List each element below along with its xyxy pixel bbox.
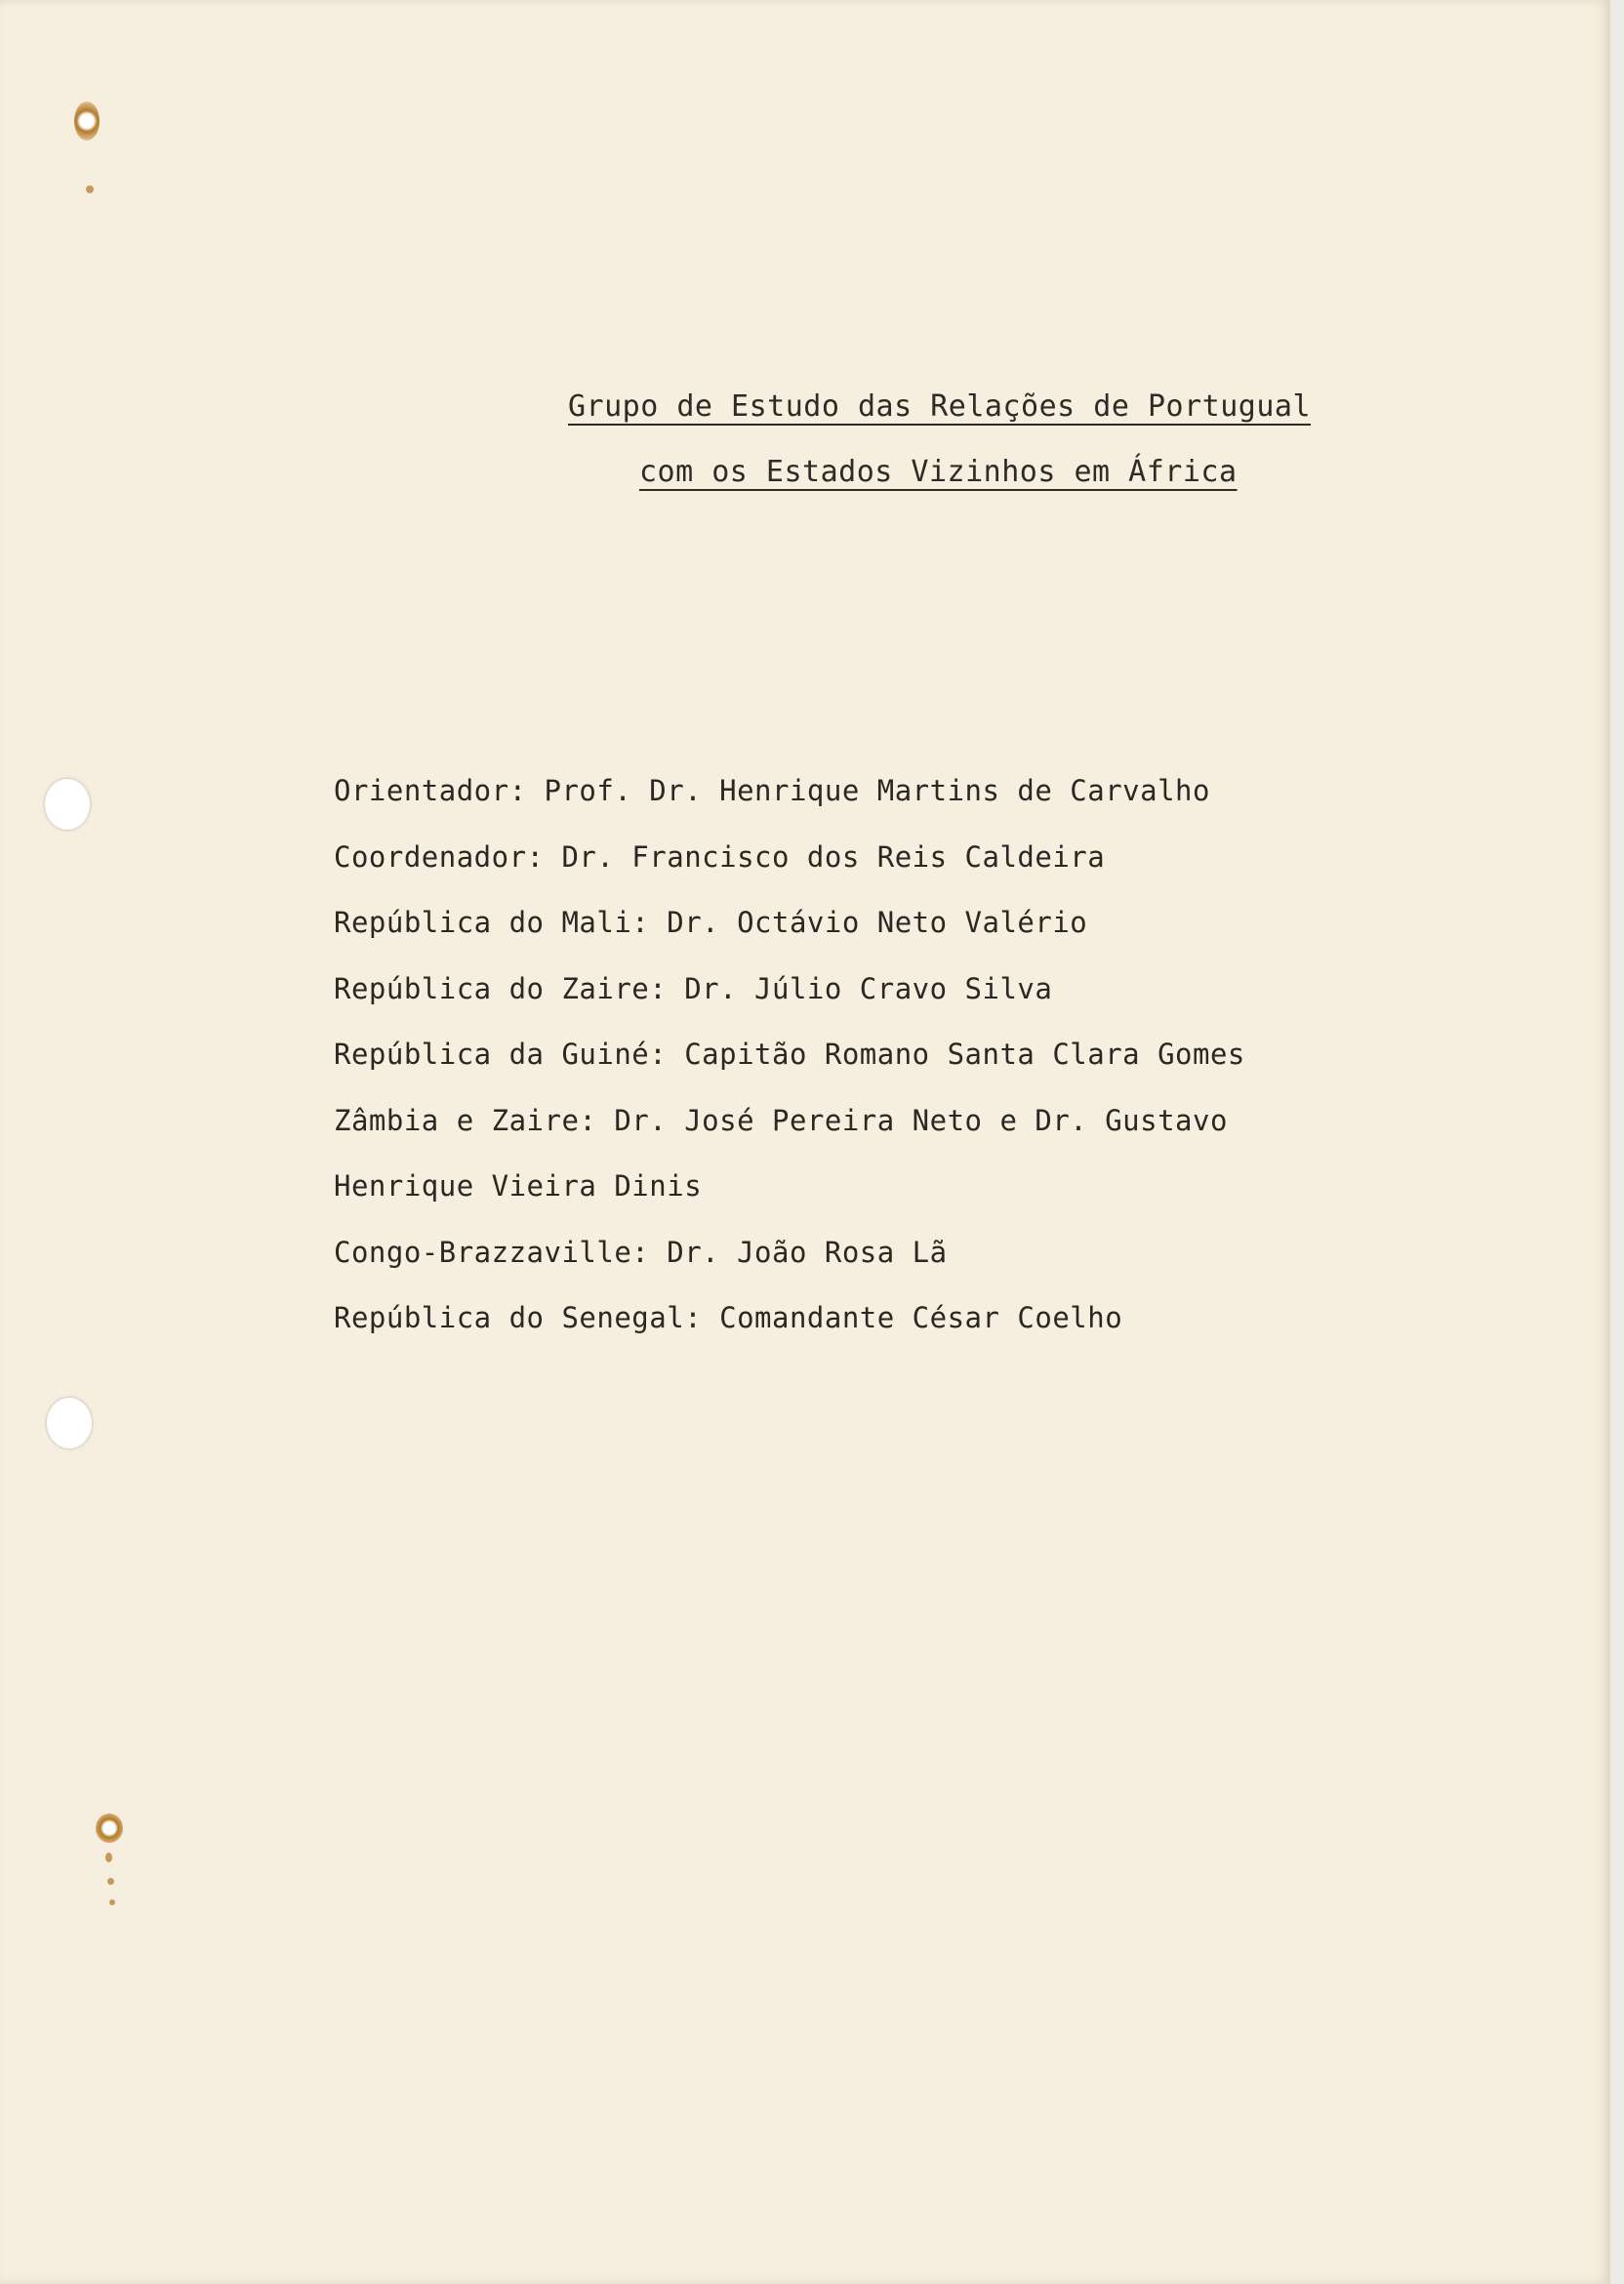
entry-zaire: República do Zaire: Dr. Júlio Cravo Silva xyxy=(334,971,1053,1005)
rust-dot xyxy=(109,1899,115,1905)
entry-mali: República do Mali: Dr. Octávio Neto Valério xyxy=(334,906,1088,939)
rust-dot xyxy=(107,1878,114,1885)
document-title-line-2: com os Estados Vizinhos em África xyxy=(639,455,1238,489)
staple-rust-mark xyxy=(96,1814,123,1843)
page-edge xyxy=(1610,0,1624,2284)
entry-orientador: Orientador: Prof. Dr. Henrique Martins de Carvalho xyxy=(334,774,1210,807)
entry-coordenador: Coordenador: Dr. Francisco dos Reis Caldeira xyxy=(334,839,1106,874)
staple-rust-mark xyxy=(74,102,100,141)
entry-guine: República da Guiné: Capitão Romano Santa Clara Gomes xyxy=(334,1038,1245,1071)
document-title-line-1: Grupo de Estudo das Relações de Portugual xyxy=(568,389,1312,424)
entry-zambia-zaire: Zâmbia e Zaire: Dr. José Pereira Neto e Dr. Gustavo xyxy=(334,1103,1228,1137)
punch-hole xyxy=(47,1398,92,1448)
rust-dot xyxy=(105,1853,112,1862)
entry-senegal: República do Senegal: Comandante César Coelho xyxy=(334,1301,1123,1334)
punch-hole xyxy=(45,779,90,830)
entry-zambia-zaire-continued: Henrique Vieira Dinis xyxy=(334,1169,703,1203)
member-list xyxy=(334,771,1245,1365)
entry-congo-brazzaville: Congo-Brazzaville: Dr. João Rosa Lã xyxy=(334,1235,948,1269)
rust-dot xyxy=(86,185,94,193)
